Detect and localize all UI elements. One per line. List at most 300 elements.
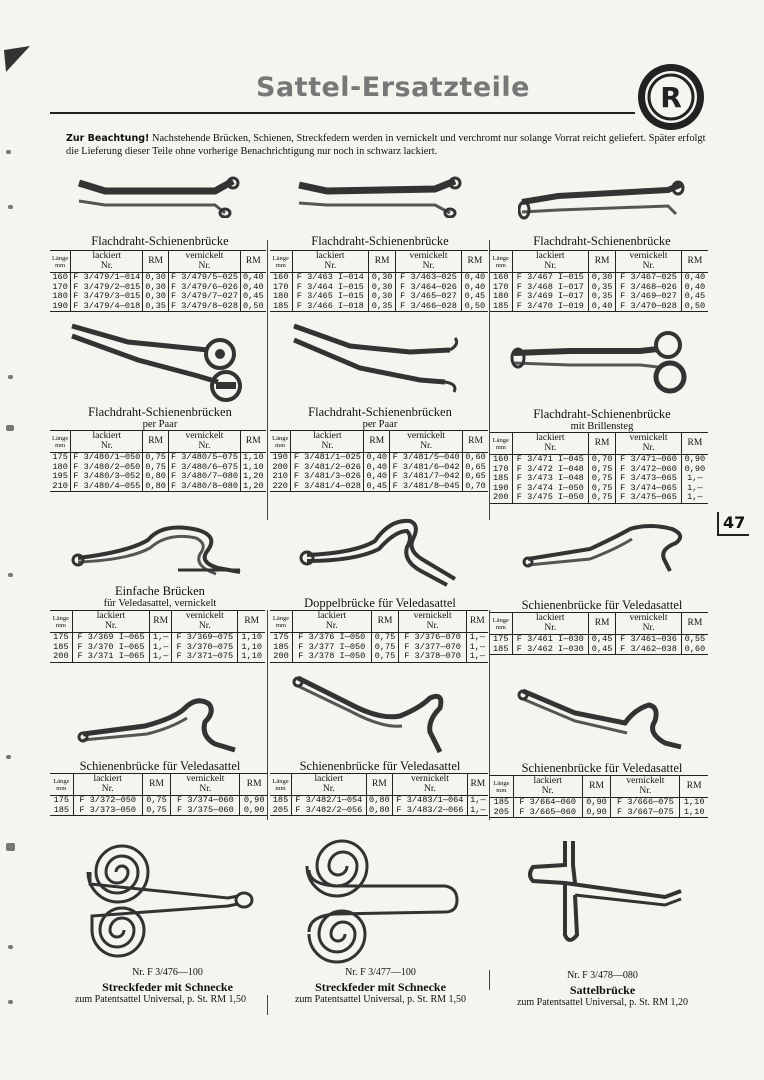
table-cell: 175 (490, 635, 512, 645)
table-row (490, 645, 708, 655)
table-cell: F 3/479/2—015 (71, 283, 143, 293)
table-cell: 210 (50, 482, 71, 492)
table-cell: 0,75 (371, 643, 399, 653)
spec-table (50, 610, 265, 663)
table-cell: F 3/462—038 (616, 645, 682, 655)
table-cell: 0,40 (684, 281, 706, 292)
column-header-lackiert: lackiert Nr. (71, 251, 143, 273)
table-cell: 0,50 (240, 302, 265, 312)
column-header-length: Länge mm (270, 774, 291, 796)
column-header-rm: RM (461, 251, 488, 273)
table-cell: 1,— (150, 652, 172, 662)
notice-text: Nachstehende Brücken, Schienen, Streckfedern werden in vernickelt und verchromt nur solange Vorrat reicht geliefert. Später erfolgt die Lieferung dieser Teile ohne vorherige Benachrichtigung nur noch in schwarz lackiert. (66, 133, 706, 157)
section-subtitle: per Paar (142, 419, 178, 430)
table-cell: 185 (490, 474, 512, 484)
column-header-length: Länge mm (490, 776, 513, 798)
column-header-vernickelt: vernickelt Nr. (168, 251, 240, 273)
table-cell: 0,90 (582, 798, 611, 808)
table-cell: F 3/480/7—080 (168, 472, 240, 482)
table-cell: 0,70 (463, 482, 488, 492)
table-row (50, 652, 265, 662)
table-cell: 0,75 (142, 806, 171, 816)
column-header-rm: RM (589, 613, 616, 635)
table-cell: 0,75 (589, 474, 616, 484)
table-cell: F 3/473 I—048 (512, 474, 588, 484)
column-header-lackiert: lackiert Nr. (512, 433, 588, 455)
table-cell: F 3/479/3—015 (71, 292, 143, 302)
spec-table (270, 430, 488, 492)
table-cell: 1,— (467, 806, 488, 816)
table-cell: F 3/482/2—056 (291, 806, 366, 816)
table-cell: 0,70 (589, 455, 616, 465)
section-title: Einfache Brücken (115, 584, 205, 598)
table-cell: F 3/480/5—075 (168, 453, 240, 463)
table-cell: F 3/482/1—054 (291, 796, 366, 806)
table-row (50, 796, 268, 806)
table-cell: 0,35 (143, 302, 169, 312)
column-header-rm: RM (364, 431, 390, 453)
table-cell: 1,10 (238, 652, 265, 662)
column-header-lackiert: lackiert Nr. (512, 251, 588, 273)
table-cell: 0,80 (366, 806, 393, 816)
table-cell: 170 (490, 465, 512, 475)
illustration-flat-rail-bridge-3 (518, 180, 688, 225)
illustration-tension-spring-1 (78, 820, 263, 968)
illustration-simple-bridge (68, 510, 248, 585)
illustration-rail-bridge-veleda-4 (515, 685, 690, 755)
table-cell: F 3/474 I—050 (512, 484, 588, 494)
table-cell: F 3/481/1—025 (291, 453, 364, 463)
table-cell: 0,75 (143, 463, 169, 473)
table-cell: 1,— (687, 482, 703, 493)
table-cell: F 3/483/2—066 (393, 806, 468, 816)
column-separator (267, 240, 268, 520)
column-header-rm: RM (582, 776, 611, 798)
table-cell: 160 (50, 273, 71, 283)
table-cell: 0,75 (371, 633, 399, 643)
table-cell: 1,10 (242, 461, 264, 472)
column-header-length: Länge mm (490, 433, 512, 455)
table-cell: F 3/481/5—040 (390, 453, 463, 463)
table-row (490, 273, 708, 283)
page-title: Sattel-Ersatzteile (256, 72, 530, 103)
table-cell: 220 (270, 482, 291, 492)
table-row (270, 806, 488, 816)
table-cell: 185 (270, 796, 291, 806)
table-cell: F 3/479/7—027 (168, 292, 240, 302)
table-cell: 0,30 (369, 273, 396, 283)
table-cell: F 3/463—025 (396, 273, 462, 283)
column-header-lackiert: lackiert Nr. (71, 431, 143, 453)
table-cell: 0,30 (143, 273, 169, 283)
column-header-rm: RM (142, 774, 171, 796)
margin-mark (6, 755, 11, 759)
table-cell: 185 (270, 302, 292, 312)
spec-table (270, 250, 488, 312)
table-cell: 0,90 (684, 463, 706, 474)
table-cell: F 3/664—060 (513, 798, 582, 808)
table-cell: 1,— (687, 473, 703, 483)
table-cell: 0,45 (364, 482, 390, 492)
margin-mark (6, 150, 11, 154)
item-description: zum Patentsattel Universal, p. St. RM 1,50 (74, 994, 247, 1005)
illustration-flat-rail-bridges-pair-2 (290, 322, 465, 402)
column-header-rm: RM (240, 431, 265, 453)
table-cell: F 3/480/4—055 (71, 482, 143, 492)
column-header-rm: RM (238, 611, 265, 633)
table-cell: 0,65 (465, 471, 486, 481)
table-cell: 0,35 (589, 283, 616, 293)
table-cell: 0,40 (684, 272, 706, 282)
table-cell: 0,35 (589, 292, 616, 302)
table-cell: 1,20 (240, 482, 265, 492)
item-title: Sattelbrücke (569, 983, 636, 997)
table-cell: 0,35 (369, 302, 396, 312)
table-cell: F 3/481/2—026 (291, 463, 364, 473)
margin-mark (8, 205, 13, 209)
table-cell: F 3/479/8—028 (168, 302, 240, 312)
illustration-flat-rail-bridge-2 (295, 173, 465, 218)
column-header-lackiert: lackiert Nr. (513, 776, 582, 798)
table-cell: F 3/480/2—050 (71, 463, 143, 473)
table-cell: F 3/376 I—050 (293, 633, 371, 643)
table-cell: 190 (270, 453, 291, 463)
table-row (50, 806, 268, 816)
table-cell: 0,90 (684, 454, 706, 464)
column-header-length: Länge mm (50, 611, 72, 633)
table-cell: F 3/474—065 (616, 484, 682, 494)
table-row (490, 635, 708, 645)
item-description: zum Patentsattel Universal, p. St. RM 1,50 (294, 994, 467, 1005)
table-cell: 0,45 (242, 291, 264, 301)
column-header-rm: RM (240, 251, 265, 273)
table-cell: 175 (50, 453, 71, 463)
table-cell: 0,60 (681, 645, 708, 655)
table-row (270, 302, 488, 312)
column-header-rm: RM (589, 433, 616, 455)
column-header-rm: RM (143, 431, 169, 453)
table-cell: 200 (490, 493, 512, 503)
table-cell: F 3/479/6—026 (168, 283, 240, 293)
table-cell: F 3/481/3—026 (291, 472, 364, 482)
table-cell: F 3/372—050 (73, 796, 142, 806)
column-header-length: Länge mm (50, 774, 73, 796)
table-cell: 1,— (469, 641, 486, 652)
spec-table (50, 430, 266, 492)
column-header-length: Länge mm (270, 611, 293, 633)
column-header-vernickelt: vernickelt Nr. (168, 431, 240, 453)
corner-fold-mark (4, 46, 34, 76)
illustration-saddle-bridge (525, 835, 690, 950)
table-cell: 175 (270, 633, 293, 643)
table-cell: F 3/481/6—042 (390, 463, 463, 473)
margin-mark (8, 573, 13, 577)
table-cell: 170 (50, 283, 71, 293)
table-cell: 0,90 (243, 795, 265, 805)
table-cell: F 3/369—075 (172, 633, 238, 643)
table-cell: 0,75 (589, 465, 616, 475)
table-cell: F 3/475—065 (616, 493, 682, 503)
illustration-tension-spring-2 (295, 820, 465, 968)
table-cell: 1,— (150, 633, 172, 643)
table-row (490, 808, 708, 818)
table-row (50, 273, 266, 283)
table-cell: F 3/467—025 (616, 273, 682, 283)
table-cell: 0,40 (464, 272, 486, 282)
table-cell: F 3/467 I—015 (512, 273, 588, 283)
table-row (490, 493, 708, 503)
section-subtitle: für Veledasattel, vernickelt (103, 598, 217, 609)
column-header-rm: RM (366, 774, 393, 796)
table-cell: 185 (50, 806, 73, 816)
table-cell: 0,40 (364, 472, 390, 482)
table-cell: F 3/377 I—050 (293, 643, 371, 653)
table-row (270, 273, 488, 283)
table-cell: 0,65 (465, 461, 486, 472)
table-cell: 0,55 (684, 634, 706, 644)
column-header-rm: RM (681, 433, 708, 455)
table-cell: 170 (270, 283, 292, 293)
column-header-rm: RM (589, 251, 616, 273)
column-header-rm: RM (371, 611, 399, 633)
table-cell: F 3/483/1—064 (393, 796, 468, 806)
item-number: Nr. F 3/478—080 (567, 970, 638, 981)
table-cell: F 3/377—070 (399, 643, 466, 653)
section-title: Schienenbrücke für Veledasattel (521, 598, 683, 612)
table-cell: 0,90 (240, 806, 268, 816)
table-cell: 180 (50, 463, 71, 473)
column-header-vernickelt: vernickelt Nr. (171, 774, 240, 796)
table-cell: F 3/468 I—017 (512, 283, 588, 293)
spec-table (270, 773, 488, 816)
table-cell: F 3/480/6—075 (168, 463, 240, 473)
table-cell: F 3/665—060 (513, 808, 582, 818)
table-cell: F 3/471 I—045 (512, 455, 588, 465)
column-header-vernickelt: vernickelt Nr. (393, 774, 468, 796)
table-cell: F 3/480/8—080 (168, 482, 240, 492)
table-cell: 205 (270, 806, 291, 816)
logo-letter: R (660, 81, 682, 114)
table-cell: F 3/472 I—048 (512, 465, 588, 475)
table-cell: 1,20 (242, 471, 264, 481)
table-cell: F 3/469 I—017 (512, 292, 588, 302)
section-title: Flachdraht-Schienenbrücke (533, 407, 671, 421)
section-title: Flachdraht-Schienenbrücke (91, 234, 229, 248)
spec-table (490, 612, 708, 655)
table-cell: 0,75 (143, 453, 169, 463)
section-title: Schienenbrücke für Veledasattel (299, 759, 461, 773)
column-header-vernickelt: vernickelt Nr. (396, 251, 462, 273)
column-header-rm: RM (150, 611, 172, 633)
column-header-vernickelt: vernickelt Nr. (611, 776, 680, 798)
table-cell: 0,30 (143, 283, 169, 293)
illustration-bridge-with-glasses-bar (510, 325, 690, 400)
table-row (270, 796, 488, 806)
table-cell: 0,30 (589, 273, 616, 283)
notice (66, 132, 706, 158)
table-cell: 0,75 (142, 796, 171, 806)
table-row (50, 482, 266, 492)
table-cell: 190 (490, 484, 512, 494)
column-header-length: Länge mm (50, 251, 71, 273)
illustration-flat-rail-bridges-pair-1 (68, 320, 248, 405)
column-header-lackiert: lackiert Nr. (73, 774, 142, 796)
table-cell: F 3/371 I—065 (72, 652, 149, 662)
table-cell: 0,60 (465, 452, 486, 462)
table-cell: 0,40 (242, 272, 264, 282)
table-cell: F 3/370 I—065 (72, 643, 149, 653)
column-header-rm: RM (240, 774, 268, 796)
table-cell: F 3/461 I—030 (512, 635, 588, 645)
spec-table (490, 432, 708, 504)
table-cell: F 3/475 I—050 (512, 493, 588, 503)
table-cell: F 3/479/4—018 (71, 302, 143, 312)
table-cell: 0,45 (684, 291, 706, 301)
column-header-rm: RM (680, 776, 708, 798)
table-row (490, 302, 708, 312)
column-header-rm: RM (466, 611, 488, 633)
table-cell: 0,40 (364, 453, 390, 463)
table-cell: 0,45 (589, 635, 616, 645)
table-cell: 0,45 (589, 645, 616, 655)
table-cell: F 3/479/1—014 (71, 273, 143, 283)
table-cell: F 3/479/5—025 (168, 273, 240, 283)
table-cell: F 3/465 I—015 (292, 292, 368, 302)
table-cell: 0,50 (461, 302, 488, 312)
section-title: Flachdraht-Schienenbrücke (311, 234, 449, 248)
table-cell: 180 (270, 292, 292, 302)
column-header-rm: RM (143, 251, 169, 273)
column-header-rm: RM (467, 774, 488, 796)
table-cell: F 3/376—070 (399, 633, 466, 643)
column-header-vernickelt: vernickelt Nr. (399, 611, 466, 633)
illustration-rail-bridge-veleda-2 (75, 690, 250, 760)
table-cell: 0,80 (366, 796, 393, 806)
table-cell: F 3/469—027 (616, 292, 682, 302)
table-cell: 185 (50, 643, 72, 653)
illustration-flat-rail-bridge-1 (75, 173, 240, 218)
table-cell: F 3/375—060 (171, 806, 240, 816)
table-cell: 0,40 (464, 281, 486, 292)
column-header-vernickelt: vernickelt Nr. (616, 251, 682, 273)
margin-mark (8, 375, 13, 379)
table-cell: 0,40 (242, 281, 264, 292)
illustration-rail-bridge-veleda-1 (520, 515, 695, 580)
table-cell: 1,— (470, 795, 486, 805)
section-subtitle: per Paar (362, 419, 398, 430)
table-cell: 1,— (469, 632, 486, 642)
table-row (490, 798, 708, 808)
table-cell: F 3/481/7—042 (390, 472, 463, 482)
table-cell: F 3/470 I—019 (512, 302, 588, 312)
table-row (50, 633, 265, 643)
column-header-lackiert: lackiert Nr. (512, 613, 588, 635)
table-row (50, 302, 266, 312)
table-cell: 0,75 (371, 652, 399, 662)
table-row (270, 633, 488, 643)
spec-table (490, 250, 708, 312)
table-cell: 185 (490, 645, 512, 655)
column-header-vernickelt: vernickelt Nr. (616, 433, 682, 455)
column-header-length: Länge mm (270, 251, 292, 273)
spec-table (490, 775, 708, 818)
table-cell: 180 (50, 292, 71, 302)
table-row (270, 482, 488, 492)
column-header-length: Länge mm (490, 251, 512, 273)
table-cell: F 3/471—060 (616, 455, 682, 465)
section-title: Schienenbrücke für Veledasattel (79, 759, 241, 773)
column-header-lackiert: lackiert Nr. (72, 611, 149, 633)
illustration-double-bridge (295, 505, 465, 590)
table-cell: F 3/466 I—018 (292, 302, 368, 312)
table-cell: F 3/481/4—028 (291, 482, 364, 492)
table-cell: 0,75 (589, 493, 616, 503)
table-cell: F 3/481/8—045 (390, 482, 463, 492)
spec-table (50, 250, 266, 312)
item-number: Nr. F 3/476—100 (132, 967, 203, 978)
table-cell: 160 (270, 273, 292, 283)
table-cell: F 3/370—075 (172, 643, 238, 653)
table-cell: F 3/473—065 (616, 474, 682, 484)
table-cell: F 3/463 I—014 (292, 273, 368, 283)
table-cell: 195 (50, 472, 71, 482)
title-rule (50, 112, 635, 114)
table-cell: 175 (50, 796, 73, 806)
section-title: Doppelbrücke für Veledasattel (304, 596, 456, 610)
table-cell: F 3/465—027 (396, 292, 462, 302)
column-header-vernickelt: vernickelt Nr. (616, 613, 682, 635)
table-cell: 160 (490, 273, 512, 283)
table-cell: 180 (490, 292, 512, 302)
table-cell: 1,10 (242, 452, 264, 462)
brand-logo-icon (636, 62, 706, 132)
margin-mark (8, 1000, 13, 1004)
table-cell: F 3/466—028 (396, 302, 462, 312)
table-cell: 200 (270, 652, 293, 662)
section-title: Schienenbrücke für Veledasattel (521, 761, 683, 775)
table-cell: F 3/666—075 (611, 798, 680, 808)
table-cell: 185 (270, 643, 293, 653)
spec-table (50, 773, 268, 816)
column-header-lackiert: lackiert Nr. (291, 774, 366, 796)
table-cell: F 3/480/1—050 (71, 453, 143, 463)
column-header-rm: RM (369, 251, 396, 273)
table-cell: 0,45 (464, 291, 486, 301)
column-header-vernickelt: vernickelt Nr. (172, 611, 238, 633)
table-cell: 210 (270, 472, 291, 482)
table-cell: 200 (50, 652, 72, 662)
table-cell: F 3/461—036 (616, 635, 682, 645)
table-cell: 1,10 (683, 797, 705, 807)
table-cell: F 3/464—026 (396, 283, 462, 293)
table-cell: 1,— (466, 652, 488, 662)
table-cell: F 3/374—060 (171, 796, 240, 806)
table-cell: 0,80 (143, 472, 169, 482)
table-cell: F 3/480/3—052 (71, 472, 143, 482)
table-cell: 1,— (150, 643, 172, 653)
table-cell: 1,10 (680, 808, 708, 818)
margin-mark (8, 945, 13, 949)
column-header-lackiert: lackiert Nr. (291, 431, 364, 453)
table-cell: 0,90 (582, 808, 611, 818)
column-header-rm: RM (463, 431, 488, 453)
table-cell: 1,10 (241, 641, 263, 652)
table-cell: 170 (490, 283, 512, 293)
table-cell: 175 (50, 633, 72, 643)
table-cell: 0,40 (589, 302, 616, 312)
item-number: Nr. F 3/477—100 (345, 967, 416, 978)
table-row (50, 453, 266, 463)
